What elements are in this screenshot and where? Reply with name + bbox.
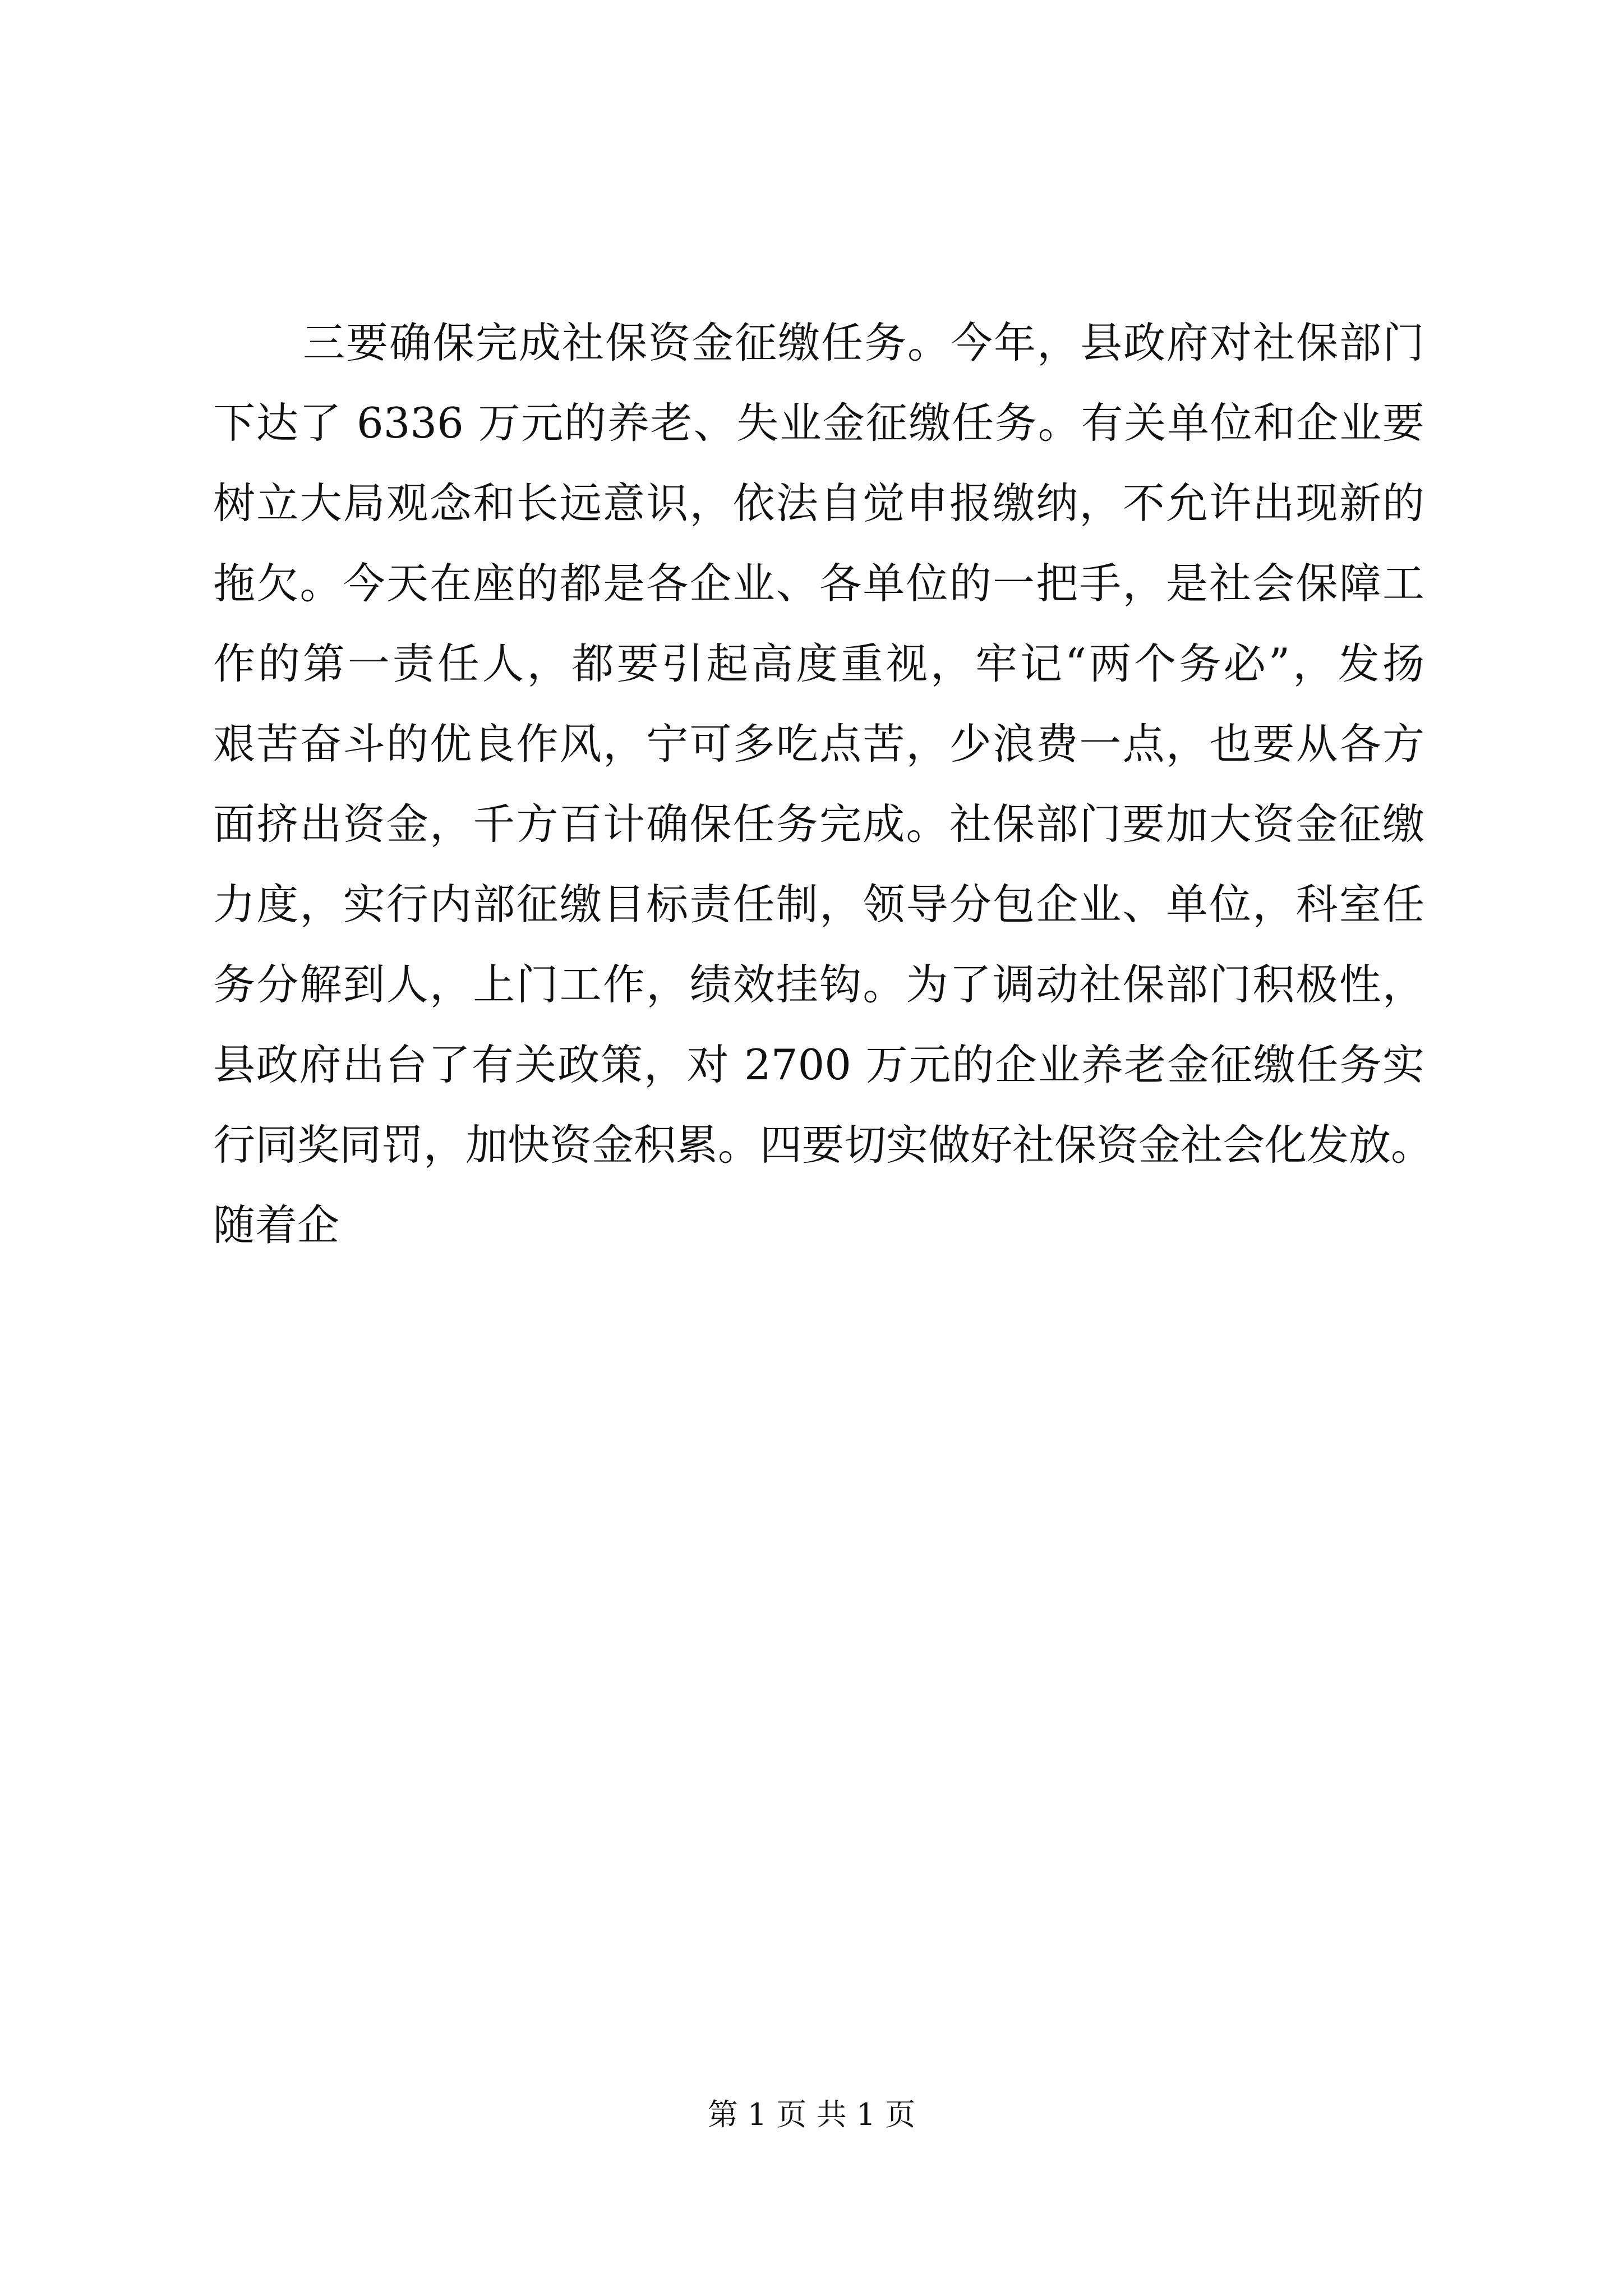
paragraph-line: 随着企 bbox=[213, 1200, 340, 1250]
paragraph-line: 三要确保完成社保资金征缴任务。今年，县政府对社保部门 bbox=[303, 318, 1424, 367]
paragraph-line: 作的第一责任人，都要引起高度重视，牢记“两个务必”，发扬 bbox=[213, 639, 1424, 688]
paragraph-line: 拖欠。今天在座的都是各企业、各单位的一把手，是社会保障工 bbox=[213, 559, 1424, 608]
paragraph-line: 力度，实行内部征缴目标责任制，领导分包企业、单位，科室任 bbox=[213, 880, 1424, 929]
page-number-footer: 第 1 页 共 1 页 bbox=[707, 2097, 916, 2132]
paragraph-line: 下达了 6336 万元的养老、失业金征缴任务。有关单位和企业要 bbox=[213, 398, 1424, 448]
paragraph-line: 县政府出台了有关政策，对 2700 万元的企业养老金征缴任务实 bbox=[213, 1040, 1424, 1089]
paragraph-line: 务分解到人，上门工作，绩效挂钩。为了调动社保部门积极性， bbox=[213, 960, 1424, 1009]
paragraph-line: 行同奖同罚，加快资金积累。四要切实做好社保资金社会化发放。 bbox=[213, 1120, 1433, 1170]
paragraph-line: 树立大局观念和长远意识，依法自觉申报缴纳，不允许出现新的 bbox=[213, 478, 1424, 528]
body-paragraph bbox=[213, 303, 1433, 1266]
paragraph-line: 艰苦奋斗的优良作风，宁可多吃点苦，少浪费一点，也要从各方 bbox=[213, 719, 1424, 769]
paragraph-line: 面挤出资金，千方百计确保任务完成。社保部门要加大资金征缴 bbox=[213, 799, 1424, 849]
